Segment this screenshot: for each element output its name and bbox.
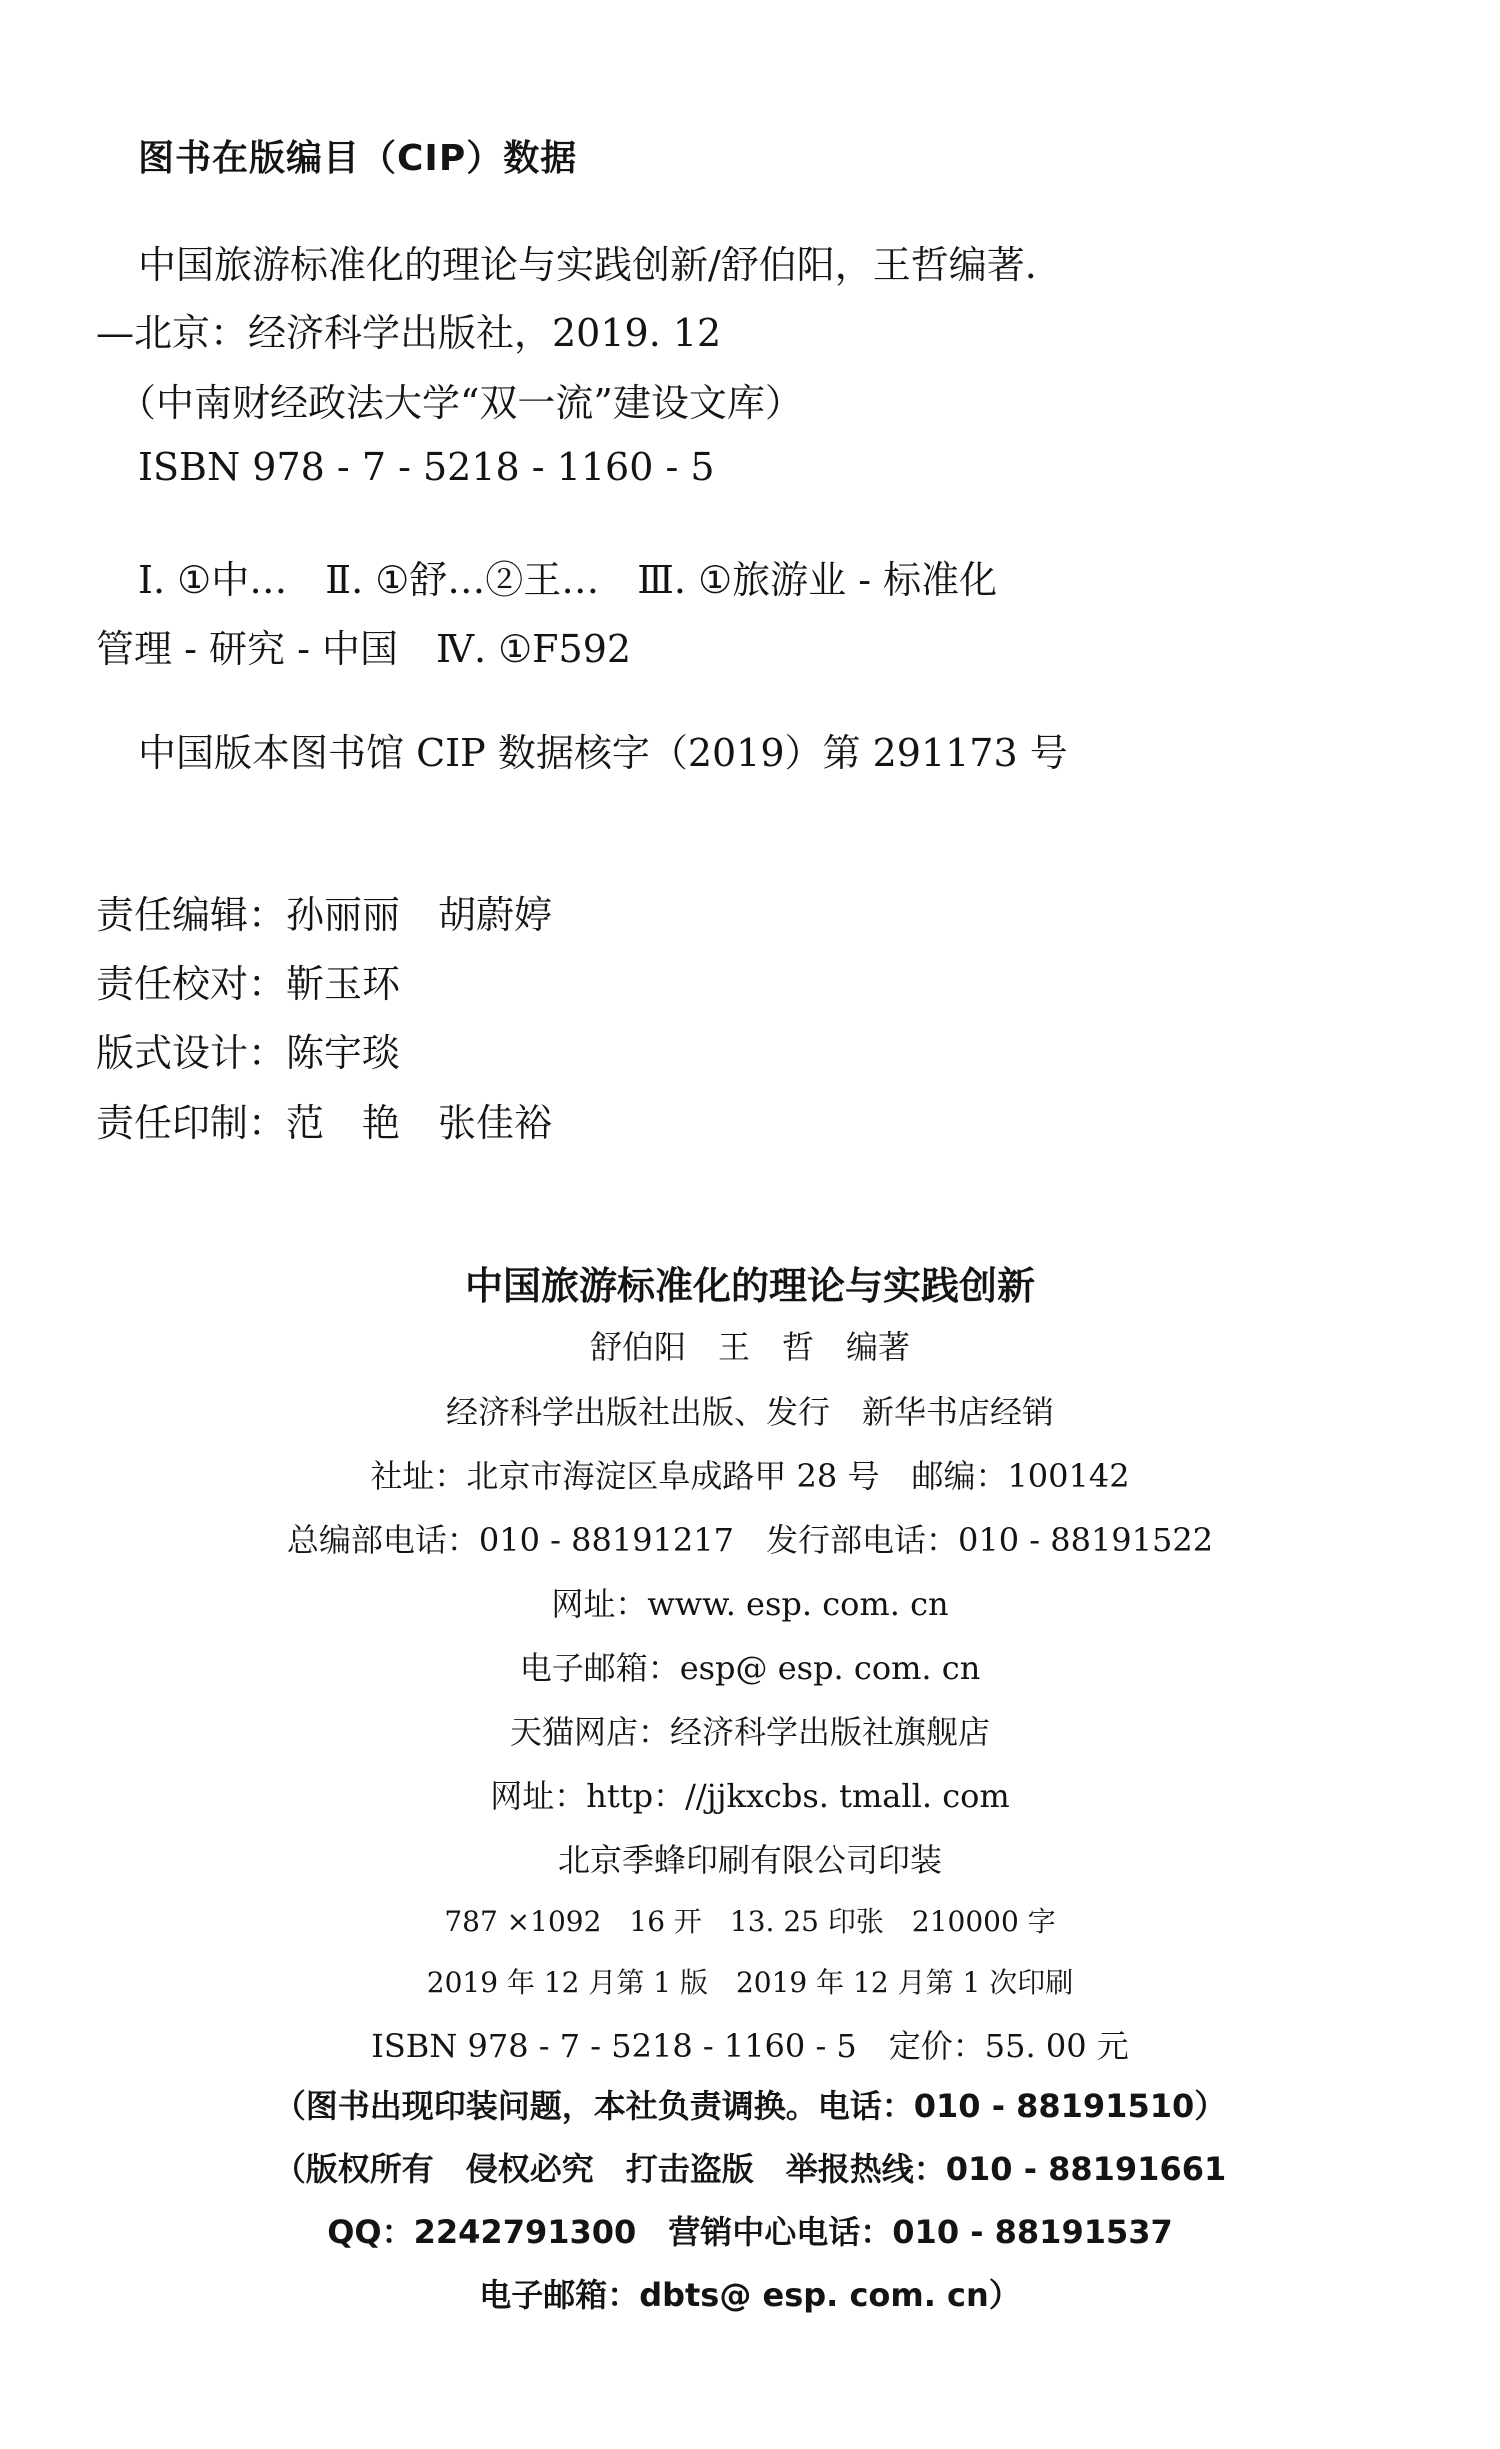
cip-classification-line2: 管理 - 研究 - 中国 Ⅳ. ①F592: [96, 627, 632, 671]
proofreader-line: 责任校对：靳玉环: [96, 962, 401, 1006]
colophon-tmall-url: 网址：http：//jjkxcbs. tmall. com: [490, 1777, 1010, 1815]
cip-title-line: 中国旅游标准化的理论与实践创新/舒伯阳，王哲编著.: [138, 243, 1037, 287]
layout-design-line: 版式设计：陈宇琰: [96, 1031, 401, 1075]
colophon-printer: 北京季蜂印刷有限公司印装: [557, 1841, 942, 1879]
cip-publisher-line: —北京：经济科学出版社，2019. 12: [96, 311, 722, 355]
colophon-authors: 舒伯阳 王 哲 编著: [589, 1328, 910, 1366]
colophon-tmall-store: 天猫网店：经济科学出版社旗舰店: [509, 1713, 990, 1751]
cip-verification-line: 中国版本图书馆 CIP 数据核字（2019）第 291173 号: [138, 731, 1068, 775]
cip-classification-line1: Ⅰ. ①中… Ⅱ. ①舒…②王… Ⅲ. ①旅游业 - 标准化: [138, 558, 998, 602]
cip-isbn-line: ISBN 978 - 7 - 5218 - 1160 - 5: [138, 445, 715, 489]
colophon-qq-marketing: QQ：2242791300 营销中心电话：010 - 88191537: [327, 2213, 1173, 2251]
colophon-website: 网址：www. esp. com. cn: [551, 1585, 949, 1623]
colophon-piracy: （版权所有 侵权必究 打击盗版 举报热线：010 - 88191661: [273, 2150, 1227, 2188]
editors-line: 责任编辑：孙丽丽 胡蔚婷: [96, 893, 553, 937]
colophon-edition: 2019 年 12 月第 1 版 2019 年 12 月第 1 次印刷: [426, 1966, 1074, 1999]
colophon-address: 社址：北京市海淀区阜成路甲 28 号 邮编：100142: [370, 1457, 1130, 1495]
colophon-book-title: 中国旅游标准化的理论与实践创新: [464, 1264, 1035, 1308]
colophon-publisher: 经济科学出版社出版、发行 新华书店经销: [445, 1393, 1054, 1431]
colophon-phones: 总编部电话：010 - 88191217 发行部电话：010 - 88191522: [286, 1521, 1214, 1559]
colophon-format: 787 ×1092 16 开 13. 25 印张 210000 字: [444, 1905, 1056, 1938]
colophon-report-email: 电子邮箱：dbts@ esp. com. cn）: [479, 2276, 1021, 2314]
cip-series-line: （中南财经政法大学“双一流”建设文库）: [118, 381, 803, 425]
cip-heading: 图书在版编目（CIP）数据: [138, 138, 578, 179]
colophon-isbn-price: ISBN 978 - 7 - 5218 - 1160 - 5 定价：55. 00 元: [371, 2027, 1129, 2065]
colophon-email: 电子邮箱：esp@ esp. com. cn: [519, 1649, 981, 1687]
colophon-notice: （图书出现印装问题，本社负责调换。电话：010 - 88191510）: [273, 2087, 1227, 2125]
printing-supervisor-line: 责任印制：范 艳 张佳裕: [96, 1101, 553, 1145]
